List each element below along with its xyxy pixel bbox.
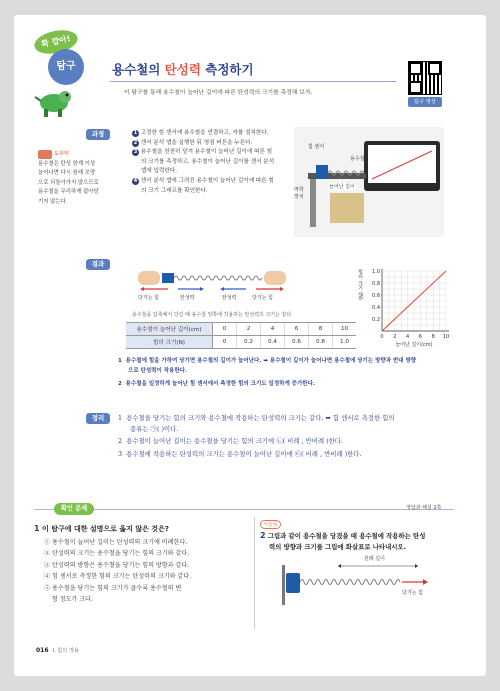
chart-x-tick-label: 10 <box>442 334 450 340</box>
stand <box>310 179 316 227</box>
table-cell: 6 <box>285 323 309 336</box>
summary-text: 용수철에 작용하는 탄성력의 크기는 용수철이 늘어난 길이에 ㉢( 비례 , 반비례 )한다. <box>126 450 362 458</box>
result-chart <box>352 259 456 355</box>
q1-option[interactable]: ⑤ 용수철을 당기는 힘의 크기가 클수록 용수철의 변 <box>44 584 182 592</box>
badge-top-text: 확 깝아! <box>40 34 72 49</box>
q1-title <box>34 524 249 534</box>
label-stand: 역학 장치 <box>294 187 304 200</box>
step-text: 센서 분석 앱에 그려진 용수철이 늘어난 길이에 따른 힘 <box>140 177 274 184</box>
step-number: 2 <box>133 139 138 146</box>
chart-x-tick-label: 4 <box>406 334 410 340</box>
procedure-step <box>132 129 292 139</box>
table-cell: 0 <box>213 323 237 336</box>
table-cell: 0 <box>213 336 237 349</box>
title-part1: 용수철 <box>112 62 149 77</box>
table-row <box>126 323 356 336</box>
q1-option[interactable]: ② 탄성력의 크기는 용수철을 당기는 힘의 크기와 같다. <box>44 550 190 558</box>
summary-tag: 정리 <box>86 413 110 424</box>
result-caption: 용수철을 압축해서 당길 때 용수철 양쪽에 작용하는 탄성력의 크기는 같다. <box>132 312 293 318</box>
result-note <box>118 357 458 367</box>
label-pull-left: 당기는 힘 <box>138 295 159 301</box>
chart-y-tick-label: 1.0 <box>372 268 380 275</box>
table-row <box>126 336 356 349</box>
badge-bottom <box>48 49 84 85</box>
experiment-photo <box>294 127 444 237</box>
label-elastic-left: 탄성력 <box>180 295 195 301</box>
table-cell: 0.2 <box>237 336 261 349</box>
question-1 <box>34 524 249 605</box>
chart-x-tick-label: 6 <box>418 334 422 340</box>
note-number: 1 <box>118 358 122 364</box>
badge-bottom-text: 탐구 <box>56 61 76 72</box>
step-number: 4 <box>133 177 138 184</box>
label-pull-right: 당기는 힘 <box>252 295 273 301</box>
q1-text: 이 탐구에 대한 설명으로 옳지 않은 것은? <box>42 525 169 533</box>
summary-item <box>118 435 468 448</box>
procedure-steps <box>132 129 292 196</box>
summary-item <box>118 448 468 461</box>
chart-y-tick-label: 0.8 <box>372 280 380 287</box>
summary-number: 1 <box>118 414 123 422</box>
tip-icon <box>38 150 52 159</box>
arrows-icon <box>138 285 288 293</box>
step-text: 센서 분석 앱을 실행한 뒤 영점 버튼을 누른다. <box>140 139 253 146</box>
label-elastic-right: 탄성력 <box>222 295 237 301</box>
spring-icon <box>328 169 364 177</box>
step-text: 고정한 힘 센서에 용수철을 연결하고, 자를 설치한다. <box>140 130 269 136</box>
chart-x-tick-label: 0 <box>380 334 384 340</box>
qr-label-text: 탐구 영상 <box>414 99 436 105</box>
hand-left <box>138 271 160 285</box>
check-header-line <box>34 509 454 510</box>
ruler <box>330 193 364 223</box>
mascot-icon <box>32 83 78 119</box>
page-number: 016 <box>36 647 49 654</box>
tip-text <box>38 160 110 207</box>
label-sensor: 힘 센서 <box>308 144 325 150</box>
procedure-step <box>132 139 292 149</box>
table-cell: 10 <box>333 323 357 336</box>
result-notes <box>118 357 458 390</box>
q1-option[interactable]: ④ 힘 센서로 측정한 힘의 크기는 탄성력의 크기와 같다. <box>44 573 192 581</box>
sensor-box-q2 <box>286 573 300 593</box>
step-number: 1 <box>133 130 138 136</box>
check-tag: 확인 문제 <box>54 503 94 515</box>
chart-y-tick-label: 0.2 <box>372 316 380 323</box>
qr-code[interactable] <box>408 61 442 95</box>
pull-arrow-icon <box>402 579 428 585</box>
step-text: 용수철을 천천히 당겨 용수철이 늘어난 길이에 따른 힘 <box>140 149 273 156</box>
label-length: 늘어난 길이 <box>329 184 355 190</box>
summary-item: 종류는 ㉠( )이다. <box>130 425 179 433</box>
sensor-box <box>316 165 328 179</box>
title-underline <box>110 81 396 82</box>
sensor-box-small <box>162 273 174 283</box>
tip-line: 기지 않는다. <box>38 198 68 205</box>
summary-text: 용수철을 당기는 힘의 크기와 용수철에 작용하는 탄성력의 크기는 같다. ➡ 힘 센서로 측정한 힘의 <box>126 414 395 422</box>
table-cell: 4 <box>261 323 285 336</box>
title-part3: 탄성력 <box>164 62 201 77</box>
summary-text: 용수철이 늘어난 길이는 용수철을 당기는 힘의 크기에 ㉡( 비례 , 반비례 )한다. <box>126 437 343 445</box>
q2-title <box>260 530 475 542</box>
result-table <box>126 322 356 349</box>
title-part4: 측정하기 <box>200 62 254 77</box>
tip-line: 늘어나면 다시 원래 모양 <box>38 170 96 177</box>
q1-number: 1 <box>34 524 40 533</box>
length-arrow-icon <box>338 563 418 569</box>
chart-x-tick-label: 8 <box>431 334 435 340</box>
q1-option[interactable]: ① 용수철이 늘어난 길이는 탄성력의 크기에 비례한다. <box>44 539 188 546</box>
tip-line: 용수철은 탄성 한계 이상 <box>38 161 96 167</box>
chart-x-label: 늘어난 길이(cm) <box>395 342 433 348</box>
wall <box>282 565 285 605</box>
q2-number: 2 <box>260 531 266 540</box>
spring-small-icon <box>174 274 264 282</box>
q1-option: 형 정도가 크다. <box>44 596 93 604</box>
page <box>14 15 486 676</box>
procedure-step <box>132 177 292 187</box>
table-cell: 2 <box>237 323 261 336</box>
spring-q2-icon <box>300 577 404 587</box>
q1-option[interactable]: ③ 탄성력의 방향은 용수철을 당기는 힘의 방향과 같다. <box>44 561 190 569</box>
table-header: 용수철이 늘어난 길이(cm) <box>126 323 213 336</box>
procedure-step <box>132 148 292 158</box>
tip-line: 으로 되돌아가지 않으므로 <box>38 179 99 186</box>
chart-y-tick-label: 0.4 <box>372 304 380 311</box>
subtitle: 이 탐구를 통해 용수철이 늘어난 길이에 따른 탄성력의 크기를 측정해 보자. <box>124 90 313 96</box>
q2-pull-label: 당기는 힘 <box>402 590 423 596</box>
hand-right <box>264 271 286 285</box>
summary-item <box>118 413 468 424</box>
table-cell: 0.8 <box>309 336 333 349</box>
chart-y-label: 힘의 크기 (N) <box>357 269 363 300</box>
table-cell: 1.0 <box>333 336 357 349</box>
result-note: 으로 탄성력이 작용한다. <box>128 367 188 374</box>
note-text: 용수철에 힘을 가하여 당기면 용수철의 길이가 늘어난다. ➡ 용수철이 길이가 늘어나면 용수철에 당기는 방향과 반대 방향 <box>125 358 417 364</box>
procedure-step: 앱에 입력한다. <box>141 168 177 175</box>
tip-line: 용수철을 무리하게 잡아당 <box>38 189 99 196</box>
summary-items <box>118 413 468 461</box>
chart-y-tick-label: 0.6 <box>372 292 380 299</box>
label-spring: 용수철 <box>350 156 365 162</box>
note-text: 용수철을 일정하게 늘어난 힘 센서에서 측정한 힘의 크기도 일정하게 증가한다. <box>125 381 316 388</box>
note-number: 2 <box>118 381 122 388</box>
table-cell: 8 <box>309 323 333 336</box>
result-note <box>118 380 458 390</box>
procedure-step: 의 크기를 측정하고, 용수철이 늘어난 길이를 센서 분석 <box>141 158 275 165</box>
result-diagram <box>118 261 306 311</box>
table-cell: 0.4 <box>261 336 285 349</box>
chapter-label: Ⅰ. 힘의 작용 <box>52 648 79 654</box>
table-header: 힘의 크기(N) <box>126 336 213 349</box>
procedure-tag: 과정 <box>86 129 110 140</box>
summary-number: 3 <box>118 450 123 458</box>
chart-x-tick-label: 2 <box>393 334 397 340</box>
monitor <box>364 141 440 191</box>
q2-length-label: 원래 길이 <box>364 556 385 562</box>
check-divider <box>254 517 255 629</box>
qr-label <box>408 97 442 107</box>
question-2 <box>260 511 475 596</box>
procedure-step: 의 크기 그래프를 확인한다. <box>141 187 208 194</box>
q2-figure[interactable] <box>272 555 432 615</box>
answer-ref: 정답과 해설 2쪽 <box>406 505 442 511</box>
q2-text-1: 그림과 같이 용수철을 당겼을 때 용수철에 작용하는 탄성 <box>267 532 426 540</box>
summary-number: 2 <box>118 437 123 445</box>
table-cell: 0.6 <box>285 336 309 349</box>
q2-badge: 서술형 <box>260 520 281 529</box>
step-number: 3 <box>133 149 138 156</box>
tip-label: 도우미 <box>54 151 70 157</box>
page-title <box>112 60 254 78</box>
title-part2: 의 <box>148 62 165 77</box>
footer <box>36 647 79 654</box>
q2-title-2: 력의 방향과 크기를 그림에 화살표로 나타내시오. <box>269 543 407 551</box>
result-tag: 결과 <box>86 259 110 270</box>
